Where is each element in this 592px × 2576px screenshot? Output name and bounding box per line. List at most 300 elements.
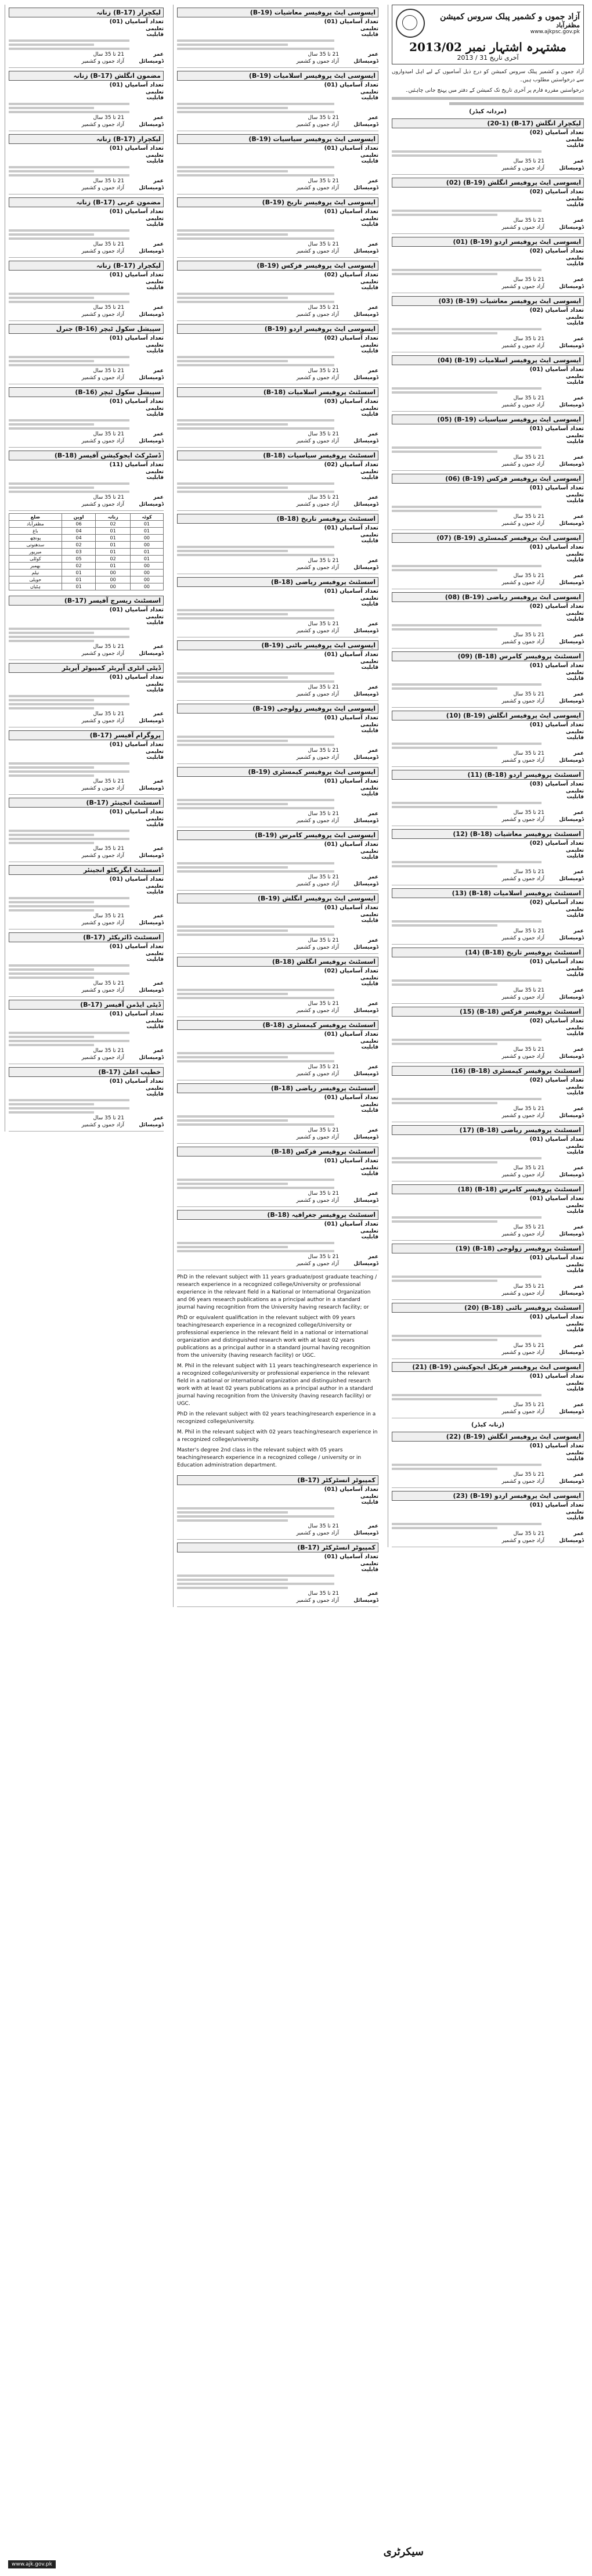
detail-label: تعلیمی قابلیت: [566, 1262, 584, 1274]
text-line: [392, 806, 497, 808]
text-line: [177, 360, 288, 362]
text-line: [9, 834, 94, 836]
post-detail-row: [177, 722, 378, 734]
post-block: [9, 795, 164, 862]
post-detail-row: [9, 1086, 164, 1097]
commission-website[interactable]: www.ajkpsc.gov.pk: [530, 28, 580, 35]
post-detail-row: [392, 137, 584, 149]
detail-label: عمر: [153, 981, 164, 986]
vacancy-count: تعداد آسامیاں (02): [324, 462, 378, 468]
vacancy-count: تعداد آسامیاں (01): [324, 525, 378, 531]
detail-label: تعلیمی قابلیت: [360, 343, 378, 354]
vacancy-count: تعداد آسامیاں (01): [324, 715, 378, 721]
vacancy-count: تعداد آسامیاں (11): [109, 462, 164, 468]
table-cell: مظفرآباد: [9, 521, 62, 528]
detail-value: آزاد جموں و کشمیر: [296, 312, 339, 318]
text-line: [177, 419, 334, 421]
post-block: [392, 1488, 584, 1547]
detail-value: آزاد جموں و کشمیر: [296, 1134, 339, 1140]
detail-value: 21 تا 35 سال: [308, 431, 339, 437]
post-detail-row: [392, 433, 584, 445]
post-title: ایسوسی ایٹ پروفیسر فزکس (B-19): [177, 261, 378, 271]
vacancy-count: تعداد آسامیاں (01): [109, 943, 164, 950]
detail-label: عمر: [153, 1048, 164, 1054]
table-header-cell: اوپن: [62, 514, 96, 521]
post-block: [392, 412, 584, 471]
post-detail-row: [392, 1409, 584, 1415]
detail-value: [177, 975, 339, 987]
commission-name: آزاد جموں و کشمیر پبلک سروس کمیشن: [440, 12, 580, 21]
vacancy-count: تعداد آسامیاں (02): [529, 189, 584, 195]
vacancy-count: تعداد آسامیاں (01): [109, 335, 164, 341]
detail-value: 21 تا 35 سال: [308, 748, 339, 754]
text-line: [177, 672, 334, 675]
post-detail-row: [392, 315, 584, 326]
text-line: [9, 297, 94, 299]
post-detail-row: [9, 375, 164, 381]
detail-label: عمر: [153, 913, 164, 919]
detail-value: آزاد جموں و کشمیر: [501, 876, 544, 882]
detail-value: آزاد جموں و کشمیر: [296, 881, 339, 887]
text-line: [177, 1246, 288, 1248]
detail-value: [392, 670, 544, 682]
text-line: [9, 427, 129, 430]
detail-value: 21 تا 35 سال: [93, 495, 124, 500]
detail-label: تعلیمی قابلیت: [566, 1450, 584, 1462]
detail-label: ڈومیسائل: [559, 1409, 584, 1415]
text-line: [9, 977, 94, 979]
post-detail-row: [177, 558, 378, 564]
detail-value: [9, 279, 124, 291]
detail-value: [177, 279, 339, 291]
detail-value: آزاد جموں و کشمیر: [81, 248, 124, 254]
post-title: اسسٹنٹ پروفیسر سیاسیات (B-18): [177, 451, 378, 460]
detail-value: آزاد جموں و کشمیر: [296, 122, 339, 128]
post-detail-row: [177, 1254, 378, 1260]
detail-value: آزاد جموں و کشمیر: [501, 1479, 544, 1485]
detail-value: آزاد جموں و کشمیر: [81, 786, 124, 791]
post-title: ایسوسی ایٹ پروفیسر فزکس (B-19) (06): [392, 474, 584, 484]
detail-label: عمر: [153, 305, 164, 311]
post-block: [177, 1540, 378, 1607]
detail-label: ڈومیسائل: [559, 698, 584, 704]
detail-label: عمر: [153, 495, 164, 500]
table-cell: پونچھ: [9, 535, 62, 542]
detail-label: تعلیمی قابلیت: [360, 279, 378, 291]
detail-label: ڈومیسائل: [559, 1350, 584, 1356]
post-block: [9, 660, 164, 727]
detail-value: [392, 788, 544, 800]
detail-label: عمر: [573, 277, 584, 283]
column-left-posts-2: [9, 593, 164, 1132]
table-cell: کوٹلی: [9, 556, 62, 563]
column-right-posts-2: [392, 1429, 584, 1547]
text-line: [392, 569, 497, 571]
post-title: ایسوسی ایٹ پروفیسر سیاسیات (B-19) (05): [392, 415, 584, 424]
table-cell: نیلم: [9, 570, 62, 577]
column-middle: [173, 5, 382, 1607]
post-detail-row: [177, 59, 378, 64]
post-detail-row: [392, 1172, 584, 1178]
post-detail-row: [392, 1479, 584, 1485]
detail-value: [392, 196, 544, 208]
post-detail-row: [392, 492, 584, 504]
text-line: [9, 233, 94, 236]
detail-label: تعلیمی قابلیت: [566, 255, 584, 267]
detail-label: تعلیمی قابلیت: [360, 153, 378, 164]
detail-value: 21 تا 35 سال: [93, 711, 124, 717]
text-line: [392, 510, 497, 512]
text-line: [177, 744, 334, 746]
detail-value: آزاد جموں و کشمیر: [501, 995, 544, 1000]
vacancy-count: تعداد آسامیاں (01): [529, 1502, 584, 1508]
text-line: [392, 1280, 497, 1282]
detail-label: ڈومیسائل: [559, 1054, 584, 1060]
detail-value: آزاد جموں و کشمیر: [501, 1172, 544, 1178]
table-cell: 00: [130, 583, 163, 590]
vacancy-count: تعداد آسامیاں (02): [529, 307, 584, 314]
detail-label: تعلیمی قابلیت: [566, 315, 584, 326]
table-cell: 01: [96, 535, 131, 542]
vacancy-count: تعداد آسامیاں (03): [529, 781, 584, 787]
detail-label: ڈومیسائل: [353, 1071, 378, 1077]
detail-label: ڈومیسائل: [559, 1538, 584, 1544]
post-block: [177, 1017, 378, 1080]
text-line: [9, 842, 94, 844]
text-line: [177, 111, 334, 113]
vacancy-count: تعداد آسامیاں (01): [529, 722, 584, 728]
detail-value: 21 تا 35 سال: [513, 514, 544, 520]
table-cell: 04: [62, 528, 96, 535]
text-line: [177, 550, 288, 552]
post-detail-row: [177, 1134, 378, 1140]
detail-label: ڈومیسائل: [139, 502, 164, 507]
text-line: [392, 1398, 497, 1400]
post-detail-row: [9, 981, 164, 986]
text-line: [9, 48, 129, 50]
text-line: [392, 446, 542, 449]
detail-label: عمر: [153, 242, 164, 247]
detail-value: [9, 89, 124, 101]
table-cell: 00: [130, 542, 163, 549]
detail-label: عمر: [368, 178, 378, 184]
text-line: [9, 293, 129, 295]
detail-label: عمر: [368, 1001, 378, 1007]
detail-label: ڈومیسائل: [559, 1172, 584, 1178]
detail-value: آزاد جموں و کشمیر: [501, 1054, 544, 1060]
post-title: ایسوسی ایٹ پروفیسر انگلش (B-19) (10): [392, 711, 584, 720]
post-detail-row: [392, 670, 584, 682]
footer-website[interactable]: www.ajk.gov.pk: [8, 2560, 56, 2568]
detail-value: [177, 153, 339, 164]
post-detail-row: [9, 749, 164, 761]
vacancy-count: تعداد آسامیاں (01): [324, 905, 378, 911]
post-detail-row: [392, 343, 584, 349]
post-title: کمپیوٹر انسٹرکٹر (B-17): [177, 1543, 378, 1552]
post-title: اسسٹنٹ ریسرچ آفیسر (B-17): [9, 596, 164, 606]
text-line: [177, 736, 334, 738]
text-line: [177, 1056, 288, 1058]
vacancy-count: تعداد آسامیاں (01): [109, 607, 164, 613]
detail-label: ڈومیسائل: [139, 651, 164, 657]
post-block: [177, 1472, 378, 1540]
detail-value: 21 تا 35 سال: [308, 1127, 339, 1133]
post-detail-row: [392, 580, 584, 586]
text-line: [392, 451, 497, 453]
detail-value: [392, 1321, 544, 1333]
text-line: [392, 1098, 542, 1100]
post-title: مضمون عربی (B-17) زنانہ: [9, 197, 164, 207]
post-detail-row: [392, 1472, 584, 1478]
post-title: ایسوسی ایٹ پروفیسر زولوجی (B-19): [177, 704, 378, 714]
post-detail-row: [177, 185, 378, 191]
post-title: خطیب اعلیٰ (B-17): [9, 1067, 164, 1077]
post-detail-row: [177, 945, 378, 950]
text-line: [392, 747, 497, 749]
detail-label: تعلیمی قابلیت: [566, 374, 584, 386]
detail-label: ڈومیسائل: [559, 935, 584, 941]
post-detail-row: [392, 907, 584, 918]
detail-label: تعلیمی قابلیت: [360, 786, 378, 797]
vacancy-count: تعداد آسامیاں (02): [529, 129, 584, 136]
vacancy-count: تعداد آسامیاں (02): [529, 1077, 584, 1083]
detail-value: آزاد جموں و کشمیر: [296, 1071, 339, 1077]
post-detail-row: [392, 255, 584, 267]
text-line: [177, 1179, 334, 1181]
table-row: [9, 542, 164, 549]
text-line: [9, 830, 129, 832]
post-block: [392, 116, 584, 175]
vacancy-count: تعداد آسامیاں (01): [324, 841, 378, 848]
detail-value: [392, 374, 544, 386]
table-cell: حویلی: [9, 577, 62, 583]
detail-value: 21 تا 35 سال: [93, 981, 124, 986]
post-block: [392, 1359, 584, 1418]
table-cell: 01: [130, 549, 163, 556]
detail-label: تعلیمی قابلیت: [360, 406, 378, 417]
text-line: [9, 972, 129, 975]
text-line: [177, 862, 334, 864]
text-line: [177, 297, 288, 299]
detail-label: تعلیمی قابلیت: [360, 912, 378, 924]
detail-label: عمر: [368, 1127, 378, 1133]
detail-label: عمر: [368, 242, 378, 247]
post-detail-row: [392, 1350, 584, 1356]
detail-value: [392, 255, 544, 267]
post-block: [392, 471, 584, 530]
text-line: [9, 491, 129, 493]
text-line: [9, 487, 94, 489]
table-cell: 01: [96, 549, 131, 556]
post-detail-row: [177, 1071, 378, 1077]
table-row: [9, 549, 164, 556]
text-line: [9, 838, 129, 840]
post-title: ایسوسی ایٹ پروفیسر اسلامیات (B-19) (04): [392, 355, 584, 365]
detail-label: عمر: [573, 751, 584, 756]
detail-value: [177, 1494, 339, 1505]
detail-label: ڈومیسائل: [559, 402, 584, 408]
detail-label: ڈومیسائل: [353, 185, 378, 191]
vacancy-count: تعداد آسامیاں (01): [109, 876, 164, 882]
post-detail-row: [177, 26, 378, 38]
intro-paragraph: آزاد جموں و کشمیر پبلک سروس کمیشن کو درج ذیل آسامیوں کے لیے اہل امیدواروں سے درخواستیں مطلوب ہیں۔: [392, 69, 584, 83]
detail-value: آزاد جموں و کشمیر: [81, 185, 124, 191]
detail-label: تعلیمی قابلیت: [146, 469, 164, 481]
text-line: [9, 699, 94, 701]
post-detail-row: [392, 514, 584, 520]
table-row: [9, 563, 164, 570]
detail-label: عمر: [573, 928, 584, 934]
post-detail-row: [177, 153, 378, 164]
detail-label: تعلیمی قابلیت: [566, 1321, 584, 1333]
post-detail-row: [9, 988, 164, 993]
detail-value: آزاد جموں و کشمیر: [296, 565, 339, 571]
detail-value: آزاد جموں و کشمیر: [81, 1055, 124, 1061]
text-line: [177, 1519, 288, 1522]
detail-label: عمر: [153, 52, 164, 57]
detail-value: آزاد جموں و کشمیر: [296, 1530, 339, 1536]
detail-value: آزاد جموں و کشمیر: [296, 502, 339, 507]
table-cell: 01: [96, 563, 131, 570]
detail-label: ڈومیسائل: [353, 1134, 378, 1140]
post-detail-row: [392, 698, 584, 704]
post-detail-row: [9, 853, 164, 859]
detail-value: [177, 912, 339, 924]
post-title: لیکچرار (B-17) زنانہ: [9, 8, 164, 17]
detail-label: تعلیمی قابلیت: [566, 1144, 584, 1155]
text-line: [9, 703, 129, 705]
vacancy-count: تعداد آسامیاں (01): [109, 398, 164, 405]
vacancy-count: تعداد آسامیاں (01): [529, 1255, 584, 1261]
detail-value: 21 تا 35 سال: [308, 1591, 339, 1597]
detail-label: ڈومیسائل: [559, 343, 584, 349]
post-detail-row: [9, 469, 164, 481]
detail-value: 21 تا 35 سال: [93, 52, 124, 57]
post-detail-row: [392, 691, 584, 697]
detail-value: [392, 1144, 544, 1155]
text-line: [392, 210, 542, 212]
vacancy-count: تعداد آسامیاں (01): [529, 544, 584, 550]
post-block: [9, 131, 164, 194]
text-line: [177, 676, 288, 679]
text-line: [392, 865, 497, 867]
post-detail-row: [392, 1231, 584, 1237]
post-title: اسسٹنٹ پروفیسر کامرس (B-18) (09): [392, 651, 584, 661]
post-detail-row: [392, 758, 584, 763]
detail-value: 21 تا 35 سال: [93, 178, 124, 184]
post-block: [392, 175, 584, 234]
post-detail-row: [177, 1064, 378, 1070]
post-detail-row: [9, 59, 164, 64]
text-line: [9, 640, 94, 642]
detail-value: آزاد جموں و کشمیر: [501, 817, 544, 823]
detail-value: 21 تا 35 سال: [513, 455, 544, 460]
post-title: اسسٹنٹ پروفیسر زولوجی (B-18) (19): [392, 1244, 584, 1253]
post-detail-row: [177, 178, 378, 184]
detail-value: آزاد جموں و کشمیر: [296, 628, 339, 634]
detail-value: 21 تا 35 سال: [513, 1472, 544, 1478]
detail-label: تعلیمی قابلیت: [566, 137, 584, 149]
post-detail-row: [392, 158, 584, 164]
text-line: [392, 1339, 497, 1341]
text-line: [177, 1579, 288, 1581]
detail-label: تعلیمی قابلیت: [360, 26, 378, 38]
post-detail-row: [392, 395, 584, 401]
post-detail-row: [392, 1165, 584, 1171]
post-title: مضمون انگلش (B-17) زنانہ: [9, 71, 164, 81]
detail-label: ڈومیسائل: [139, 718, 164, 724]
vacancy-count: تعداد آسامیاں (01): [529, 1136, 584, 1143]
text-line: [177, 1060, 334, 1062]
post-detail-row: [9, 216, 164, 228]
detail-value: آزاد جموں و کشمیر: [501, 1350, 544, 1356]
table-header-cell: ضلع: [9, 514, 62, 521]
detail-value: 21 تا 35 سال: [513, 751, 544, 756]
text-line: [9, 107, 94, 109]
post-title: ایسوسی ایٹ پروفیسر باٹنی (B-19): [177, 640, 378, 650]
detail-label: ڈومیسائل: [139, 248, 164, 254]
detail-label: عمر: [573, 1531, 584, 1537]
post-block: [392, 826, 584, 885]
detail-value: آزاد جموں و کشمیر: [501, 343, 544, 349]
detail-label: تعلیمی قابلیت: [146, 26, 164, 38]
detail-value: آزاد جموں و کشمیر: [501, 1113, 544, 1119]
detail-value: آزاد جموں و کشمیر: [81, 375, 124, 381]
detail-label: تعلیمی قابلیت: [566, 492, 584, 504]
text-line: [177, 1511, 288, 1514]
post-title: لیکچرار انگلش (B-17) (20-1): [392, 118, 584, 128]
post-title: ایسوسی ایٹ پروفیسر فزیکل ایجوکیشن (B-19) (21): [392, 1362, 584, 1372]
detail-value: 21 تا 35 سال: [513, 988, 544, 993]
detail-value: آزاد جموں و کشمیر: [501, 225, 544, 230]
text-line: [392, 565, 542, 567]
detail-label: تعلیمی قابلیت: [146, 89, 164, 101]
detail-value: آزاد جموں و کشمیر: [501, 521, 544, 527]
text-line: [177, 301, 334, 303]
post-title: ایسوسی ایٹ پروفیسر کیمسٹری (B-19): [177, 767, 378, 777]
text-line: [177, 807, 334, 809]
detail-label: تعلیمی قابلیت: [146, 406, 164, 417]
table-cell: 01: [130, 556, 163, 563]
text-line: [177, 427, 334, 430]
detail-label: ڈومیسائل: [353, 502, 378, 507]
column-left: [5, 5, 167, 1132]
post-detail-row: [177, 1001, 378, 1007]
post-detail-row: [9, 153, 164, 164]
detail-label: ڈومیسائل: [139, 59, 164, 64]
detail-label: عمر: [368, 1191, 378, 1197]
detail-label: عمر: [573, 455, 584, 460]
qualification-text: PhD or equivalent qualification in the relevant subject with 09 years teaching/research experience in a recognized college/University or professional experience in the relevant field in a national or international organization and distinguished research work with at least 02 years publications as a principal author in a standard journal having recognition from the university (having research facility) or UGC.: [177, 1315, 371, 1359]
text-line: [177, 1515, 334, 1518]
text-line: [392, 983, 497, 986]
detail-label: عمر: [573, 988, 584, 993]
text-line: [392, 506, 542, 508]
detail-value: 21 تا 35 سال: [513, 632, 544, 638]
post-detail-row: [9, 913, 164, 919]
post-detail-row: [9, 438, 164, 444]
detail-label: ڈومیسائل: [559, 995, 584, 1000]
intro-paragraph: درخواستیں مقررہ فارم پر آخری تاریخ تک کمیشن کے دفتر میں پہنچ جانی چاہئیں۔: [405, 88, 584, 93]
detail-label: ڈومیسائل: [559, 639, 584, 645]
detail-label: عمر: [573, 336, 584, 342]
post-detail-row: [177, 502, 378, 507]
post-detail-row: [9, 1122, 164, 1128]
detail-label: ڈومیسائل: [353, 1008, 378, 1014]
vacancy-count: تعداد آسامیاں (01): [324, 651, 378, 658]
text-line: [177, 989, 334, 991]
qualification-text: Master's degree 2nd class in the relevant subject with 05 years teaching/research experience in a recognized college / university or in Education administration department.: [177, 1447, 362, 1468]
